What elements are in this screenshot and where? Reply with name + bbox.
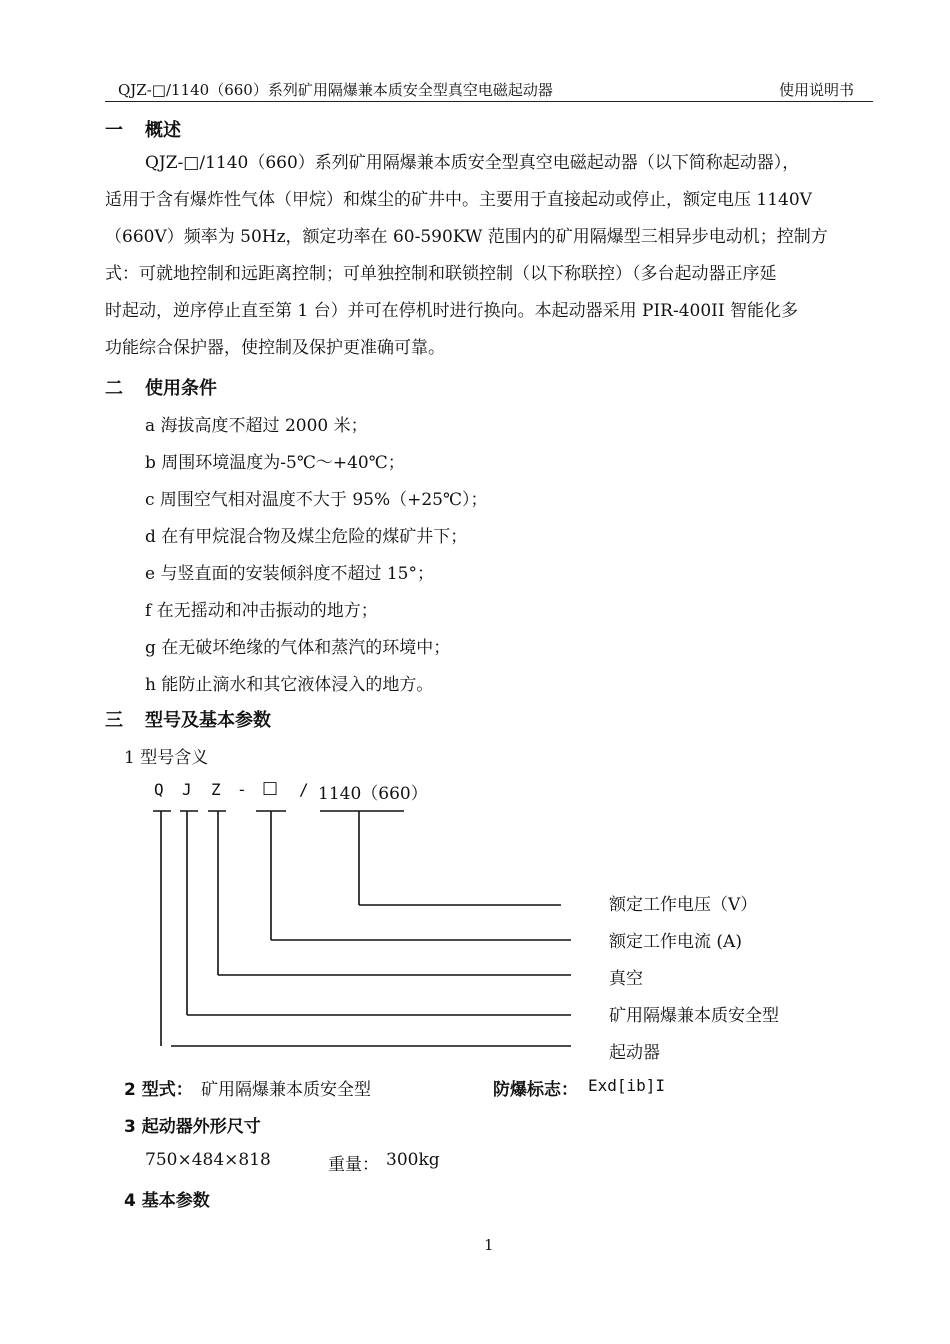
legend-rated-current: 额定工作电流 (A) [609,932,742,952]
model-meaning-heading: 1 型号含义 [124,748,209,768]
condition-item: d 在有甲烷混合物及煤尘危险的煤矿井下； [145,527,468,547]
legend-vacuum: 真空 [609,969,643,989]
weight-label: 重量： [328,1155,379,1175]
type-value: 矿用隔爆兼本质安全型 [201,1080,371,1100]
model-current-box: □ [262,778,279,798]
condition-item: g 在无破坏绝缘的气体和蒸汽的环境中； [145,638,451,658]
section1-line-6: 功能综合保护器，使控制及保护更准确可靠。 [105,338,445,358]
condition-item: f 在无摇动和冲击振动的地方； [145,601,378,621]
section1-line-1: QJZ-□/1140（660）系列矿用隔爆兼本质安全型真空电磁起动器（以下简称起动器）， [145,153,800,173]
basic-params-heading: 4 基本参数 [124,1191,210,1211]
section1-number: 一 [105,120,123,141]
legend-starter: 起动器 [609,1043,660,1063]
dimensions-value: 750×484×818 [145,1150,271,1170]
model-dash: - [237,780,247,799]
ex-marking-value: Exd[ib]I [588,1076,666,1095]
legend-rated-voltage: 额定工作电压（V） [609,895,758,915]
condition-item: h 能防止滴水和其它液体浸入的地方。 [145,675,434,695]
section3-number: 三 [105,710,123,731]
ex-marking-label: 防爆标志： [493,1080,578,1100]
model-voltage: 1140（660） [318,784,428,804]
section2-number: 二 [105,378,123,399]
condition-item: e 与竖直面的安装倾斜度不超过 15°； [145,564,434,584]
type-label: 2 型式： [124,1080,193,1100]
model-letter-j: J [182,780,192,799]
section3-title: 型号及基本参数 [145,710,271,731]
model-letter-z: Z [211,780,221,799]
condition-item: b 周围环境温度为-5℃～+40℃； [145,453,405,473]
page-number: 1 [484,1236,494,1254]
condition-item: a 海拔高度不超过 2000 米； [145,416,368,436]
header-doc-type: 使用说明书 [779,81,855,99]
condition-item: c 周围空气相对温度不大于 95%（+25℃）； [145,490,488,510]
section1-title: 概述 [145,120,181,141]
dimensions-heading: 3 起动器外形尺寸 [124,1117,261,1137]
section1-line-3: （660V）频率为 50Hz，额定功率在 60-590KW 范围内的矿用隔爆型三相异步电动机；控制方 [105,227,828,247]
header-title: QJZ-□/1140（660）系列矿用隔爆兼本质安全型真空电磁起动器 [118,81,553,99]
section2-title: 使用条件 [145,378,217,399]
weight-value: 300kg [386,1150,440,1170]
model-slash: / [299,780,309,799]
legend-explosion-proof: 矿用隔爆兼本质安全型 [609,1006,779,1026]
section1-line-4: 式：可就地控制和远距离控制；可单独控制和联锁控制（以下称联控）（多台起动器正序延 [105,264,777,284]
section1-line-2: 适用于含有爆炸性气体（甲烷）和煤尘的矿井中。主要用于直接起动或停止，额定电压 1140V [105,190,812,210]
section1-line-5: 时起动，逆序停止直至第 1 台）并可在停机时进行换向。本起动器采用 PIR-400II 智能化多 [105,301,799,321]
model-letter-q: Q [154,780,164,799]
